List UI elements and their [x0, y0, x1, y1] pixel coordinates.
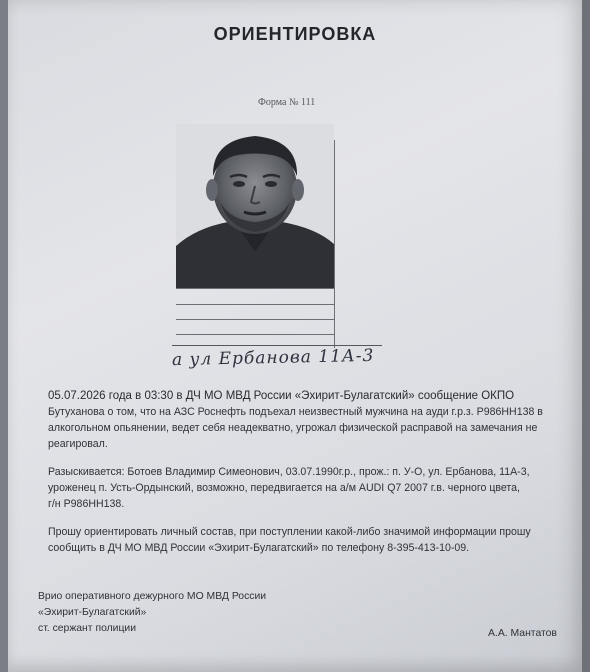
text-line: 05.07.2026 года в 03:30 в ДЧ МО МВД России «Эхирит-Булагатский» сообщение ОКПО: [48, 390, 515, 402]
signature-block: [38, 589, 266, 637]
signer-name: А.А. Мантатов: [488, 628, 557, 639]
text-line: уроженец п. Усть-Ордынский, возможно, передвигается на а/м AUDI Q7 2007 г.в. черного цвета,: [48, 482, 520, 494]
form-line: [176, 288, 334, 289]
wanted-paragraph: [48, 464, 558, 512]
background-edge-right: [582, 0, 590, 672]
suspect-photo: [176, 124, 334, 288]
text-line: сообщить в ДЧ МО МВД России «Эхирит-Булагатский» по телефону 8-395-413-10-09.: [48, 542, 470, 554]
signer-department: «Эхирит-Булагатский»: [38, 607, 147, 618]
text-line: реагировал.: [48, 438, 108, 450]
request-paragraph: [48, 524, 558, 556]
form-line: [176, 319, 334, 320]
handwritten-address: а ул Ербанова 11А-3: [171, 345, 375, 371]
text-line: Прошу ориентировать личный состав, при поступлении какой-либо значимой информации прошу: [48, 526, 531, 538]
document-title: ОРИЕНТИРОВКА: [213, 24, 377, 44]
text-line: алкогольном опьянении, ведет себя неадекватно, угрожал физической расправой на замечания не: [48, 422, 538, 434]
form-line: [176, 334, 334, 335]
text-line: Разыскивается: Ботоев Владимир Симеонович, 03.07.1990г.р., прож.: п. У-О, ул. Ербанова, 11А-3,: [48, 466, 530, 478]
photo-border-right: [334, 140, 335, 348]
signer-position: Врио оперативного дежурного МО МВД России: [38, 591, 267, 602]
text-line: Бутуханова о том, что на АЗС Роснефть подъехал неизвестный мужчина на ауди г.р.з. Р986НН138 в: [48, 406, 543, 418]
form-number: Форма № 111: [258, 97, 316, 108]
background-edge-left: [0, 0, 8, 672]
report-paragraph: [48, 388, 558, 452]
text-line: г/н Р986НН138.: [48, 498, 125, 510]
form-line: [176, 304, 334, 305]
signer-rank: ст. сержант полиции: [38, 623, 137, 634]
